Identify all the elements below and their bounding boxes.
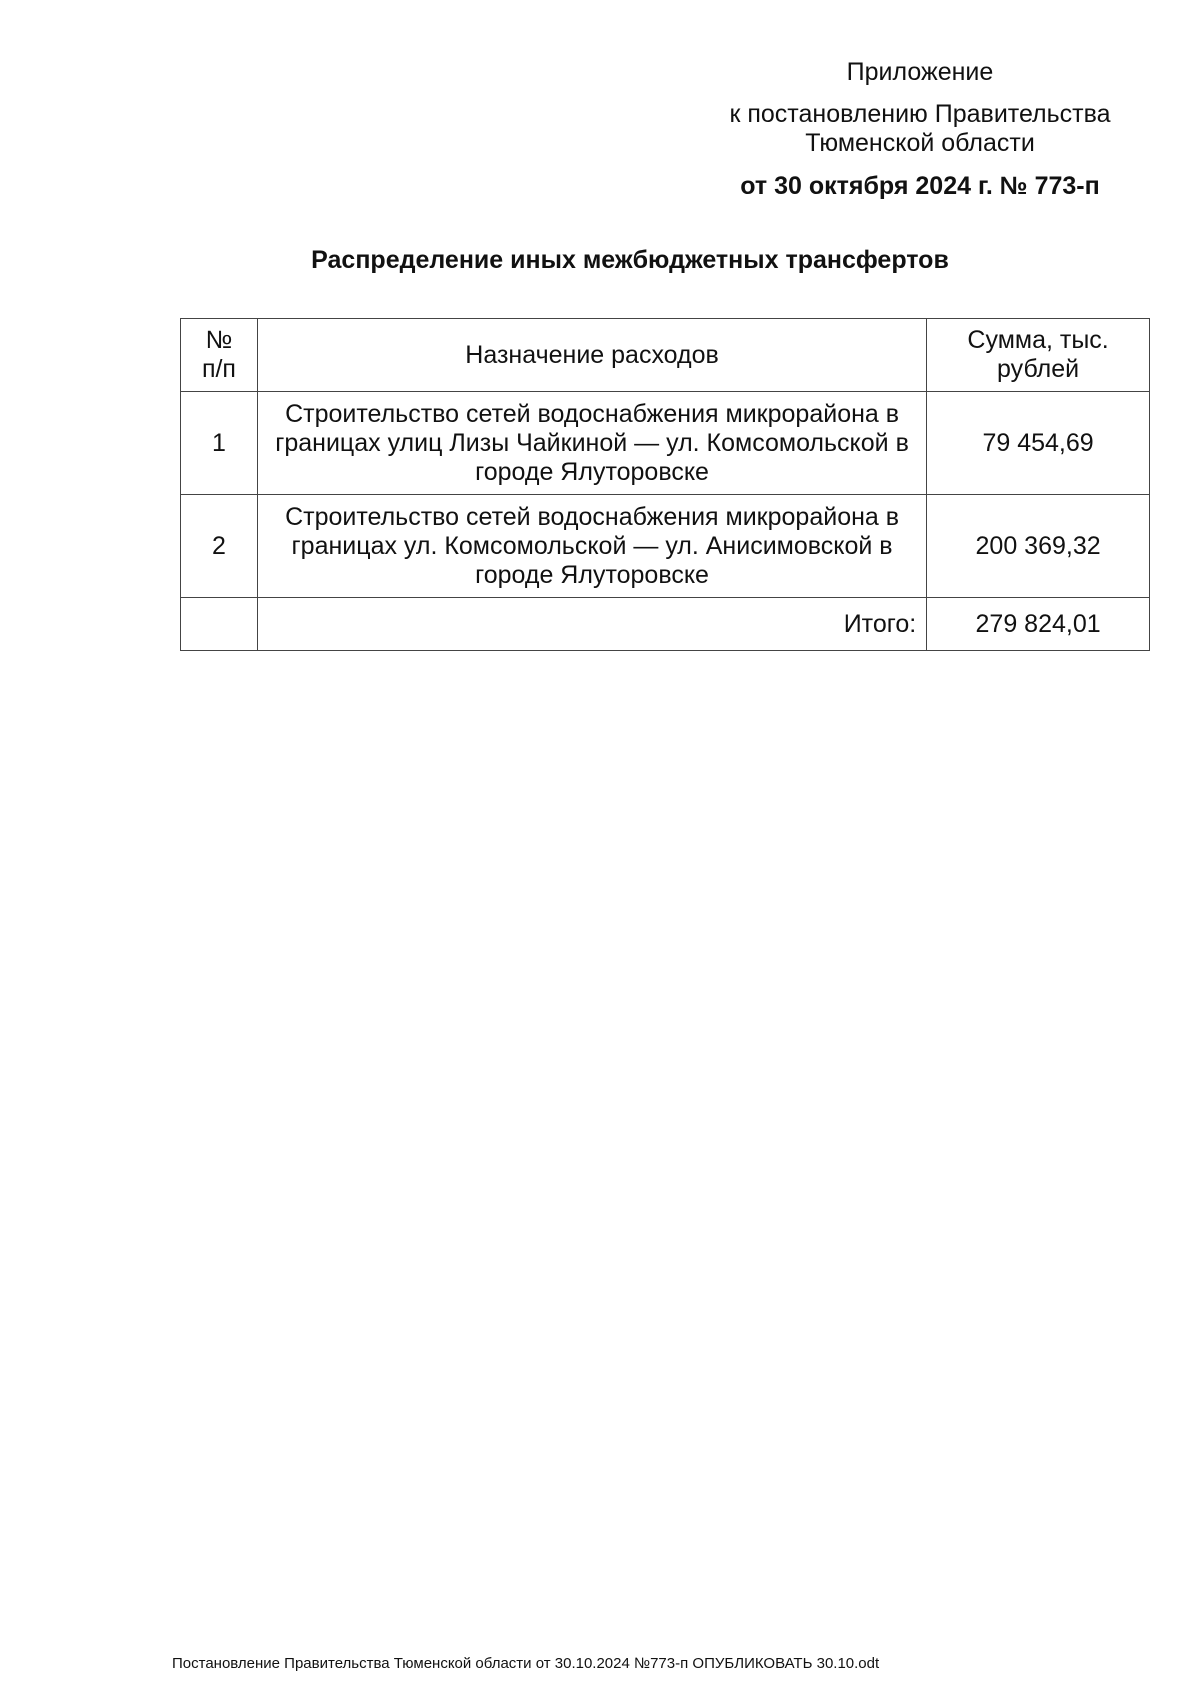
table-total-row — [181, 598, 1150, 651]
header-num-line1: № — [205, 326, 233, 354]
row-purpose: Строительство сетей водоснабжения микрорайона в границах ул. Комсомольской — ул. Анисимовской в городе Ялуторовске — [257, 495, 926, 598]
table-header-row — [181, 319, 1150, 392]
header-num — [181, 319, 258, 392]
document-title: Распределение иных межбюджетных трансфертов — [311, 246, 949, 274]
row-num: 2 — [181, 495, 258, 598]
row-purpose: Строительство сетей водоснабжения микрорайона в границах улиц Лизы Чайкиной — ул. Комсомольской в городе Ялуторовске — [257, 392, 926, 495]
header-sum — [927, 319, 1150, 392]
header-purpose: Назначение расходов — [257, 319, 926, 392]
table-row — [181, 495, 1150, 598]
row-sum: 200 369,32 — [927, 495, 1150, 598]
appendix-label: Приложение — [846, 58, 994, 86]
footer-filename: Постановление Правительства Тюменской области от 30.10.2024 №773-п ОПУБЛИКОВАТЬ 30.10.odt — [172, 1655, 880, 1672]
row-num: 1 — [181, 392, 258, 495]
appendix-ref-line1: к постановлению Правительства — [729, 100, 1111, 128]
header-sum-line1: Сумма, тыс. — [967, 326, 1109, 354]
appendix-ref-line2: Тюменской области — [805, 129, 1035, 157]
appendix-date: от 30 октября 2024 г. № 773-п — [740, 172, 1100, 200]
row-sum: 79 454,69 — [927, 392, 1150, 495]
table-row — [181, 392, 1150, 495]
appendix-reference — [700, 100, 1140, 158]
total-label: Итого: — [257, 598, 926, 651]
header-sum-line2: рублей — [997, 355, 1080, 383]
total-sum: 279 824,01 — [927, 598, 1150, 651]
transfers-table — [180, 318, 1150, 651]
total-empty-cell — [181, 598, 258, 651]
header-num-line2: п/п — [201, 355, 236, 383]
